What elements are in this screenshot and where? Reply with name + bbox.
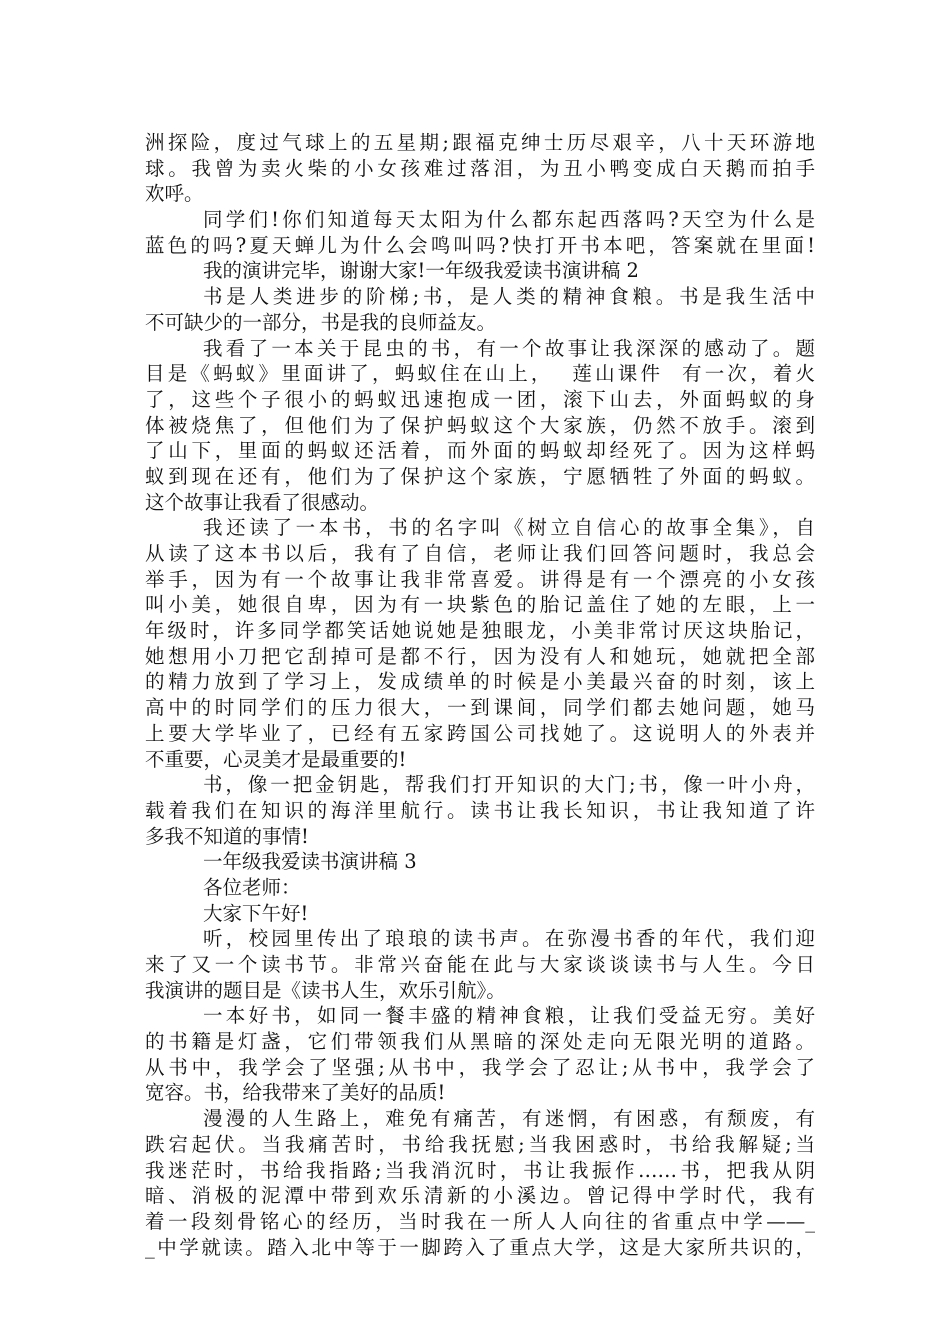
text-line: 的精力放到了学习上，发成绩单的时候是小美最兴奋的时刻，该上: [145, 670, 815, 694]
text-line: 从书中，我学会了坚强;从书中，我学会了忍让;从书中，我学会了: [145, 1055, 815, 1079]
text-line: 的书籍是灯盏，它们带领我们从黑暗的深处走向无限光明的道路。: [145, 1030, 815, 1054]
text-line: 蓝色的吗?夏天蝉儿为什么会鸣叫吗?快打开书本吧，答案就在里面!: [145, 233, 815, 257]
text-line: 高中的时同学们的压力很大，一到课间，同学们都去她问题，她马: [145, 696, 815, 720]
text-line: 我迷茫时，书给我指路;当我消沉时，书让我振作……书，把我从阴: [145, 1158, 815, 1182]
text-line: 这个故事让我看了很感动。: [145, 490, 380, 514]
text-line: 一年级我爱读书演讲稿 3: [203, 850, 417, 874]
text-line: _中学就读。踏入北中等于一脚跨入了重点大学，这是大家所共识的，: [145, 1235, 815, 1259]
text-line: 蚁到现在还有，他们为了保护这个家族，宁愿牺牲了外面的蚂蚁。: [145, 464, 815, 488]
text-line: 暗、消极的泥潭中带到欢乐清新的小溪边。曾记得中学时代，我有: [145, 1184, 815, 1208]
text-line: 上要大学毕业了，已经有五家跨国公司找她了。这说明人的外表并: [145, 721, 815, 745]
text-line: 书，像一把金钥匙，帮我们打开知识的大门;书，像一叶小舟，: [203, 773, 815, 797]
text-line: 各位老师：: [203, 875, 301, 899]
text-line: 我看了一本关于昆虫的书，有一个故事让我深深的感动了。题: [203, 336, 815, 360]
text-line: 目是《蚂蚁》里面讲了，蚂蚁住在山上， 莲山课件 有一次，着火: [145, 362, 815, 386]
text-line: 举手，因为有一个故事让我非常喜爱。讲得是有一个漂亮的小女孩: [145, 567, 815, 591]
text-line: 我的演讲完毕，谢谢大家!一年级我爱读书演讲稿 2: [203, 259, 639, 283]
text-line: 一本好书，如同一餐丰盛的精神食粮，让我们受益无穷。美好: [203, 1004, 815, 1028]
text-line: 多我不知道的事情!: [145, 824, 309, 848]
text-line: 我还读了一本书，书的名字叫《树立自信心的故事全集》，自: [203, 516, 815, 540]
text-line: 她想用小刀把它刮掉可是都不行，因为没有人和她玩，她就把全部: [145, 644, 815, 668]
text-line: 漫漫的人生路上，难免有痛苦，有迷惘，有困惑，有颓废，有: [203, 1107, 815, 1131]
text-line: 跌宕起伏。当我痛苦时，书给我抚慰;当我困惑时，书给我解疑;当: [145, 1132, 815, 1156]
text-line: 了，这些个子很小的蚂蚁迅速抱成一团，滚下山去，外面蚂蚁的身: [145, 387, 815, 411]
text-line: 同学们!你们知道每天太阳为什么都东起西落吗?天空为什么是: [203, 208, 815, 232]
text-line: 着一段刻骨铭心的经历，当时我在一所人人向往的省重点中学——_: [145, 1209, 815, 1233]
text-line: 不可缺少的一部分，书是我的良师益友。: [145, 310, 497, 334]
text-line: 从读了这本书以后，我有了自信，老师让我们回答问题时，我总会: [145, 542, 815, 565]
text-line: 不重要，心灵美才是最重要的!: [145, 747, 407, 771]
text-line: 书是人类进步的阶梯;书，是人类的精神食粮。书是我生活中: [203, 285, 815, 309]
text-line: 宽容。书，给我带来了美好的品质!: [145, 1081, 446, 1105]
text-line: 载着我们在知识的海洋里航行。读书让我长知识，书让我知道了许: [145, 798, 815, 822]
text-line: 球。我曾为卖火柴的小女孩难过落泪，为丑小鸭变成白天鹅而拍手: [145, 156, 815, 180]
text-line: 大家下午好!: [203, 901, 309, 925]
text-line: 叫小美，她很自卑，因为有一块紫色的胎记盖住了她的左眼，上一: [145, 593, 815, 617]
document-page: [145, 130, 815, 1260]
text-line: 听，校园里传出了琅琅的读书声。在弥漫书香的年代，我们迎: [203, 927, 815, 951]
text-line: 体被烧焦了，但他们为了保护蚂蚁这个大家族，仍然不放手。滚到: [145, 413, 815, 437]
text-line: 洲探险，度过气球上的五星期;跟福克绅士历尽艰辛，八十天环游地: [145, 131, 815, 154]
text-line: 欢呼。: [145, 182, 204, 206]
text-line: 来了又一个读书节。非常兴奋能在此与大家谈谈读书与人生。今日: [145, 953, 815, 976]
text-line: 我演讲的题目是《读书人生，欢乐引航》。: [145, 978, 506, 1002]
text-line: 了山下，里面的蚂蚁还活着，而外面的蚂蚁却经死了。因为这样蚂: [145, 439, 815, 463]
text-line: 年级时，许多同学都笑话她说她是独眼龙，小美非常讨厌这块胎记，: [145, 619, 815, 643]
